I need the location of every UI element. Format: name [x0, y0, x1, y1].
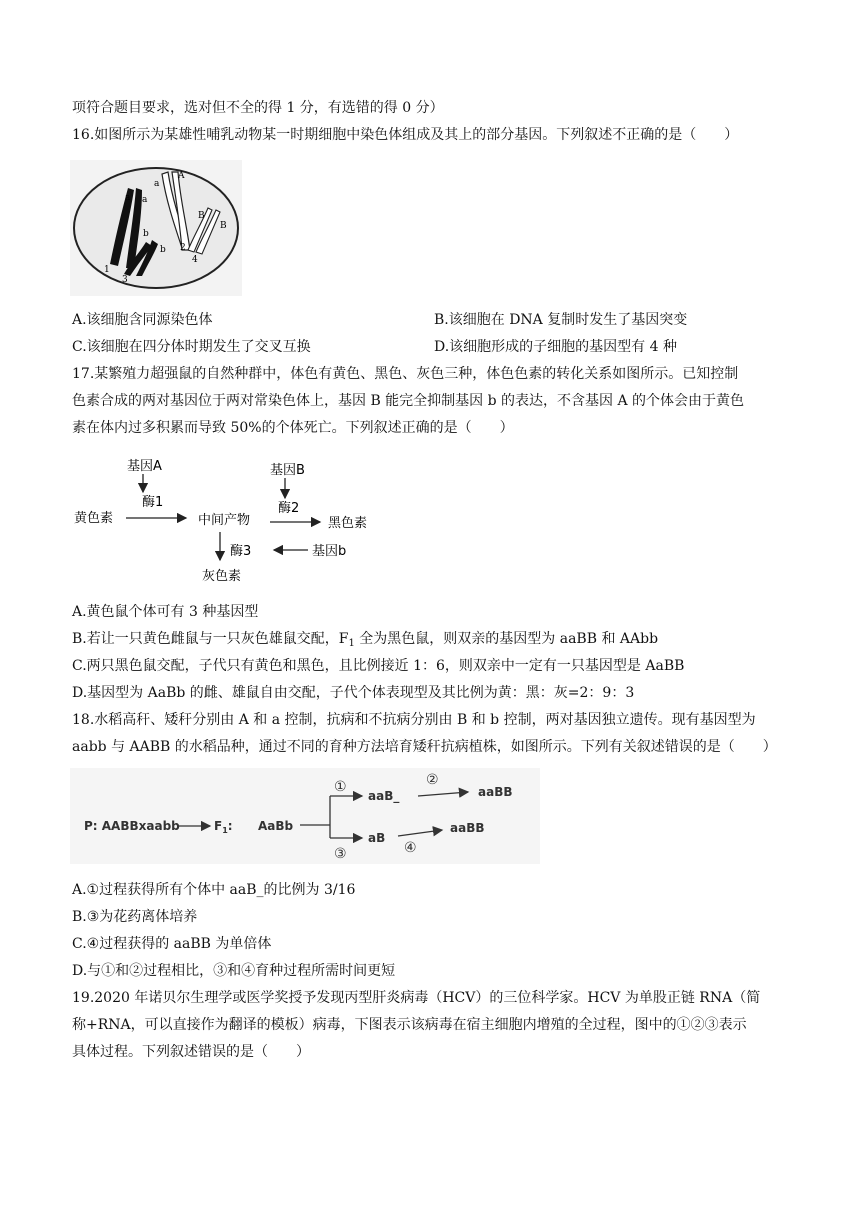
figure-background	[70, 768, 540, 864]
label-B1: B	[198, 211, 205, 221]
enzyme-2-label: 酶2	[278, 501, 300, 516]
label-a2: a	[142, 195, 148, 205]
q17-stem-line2: 色素合成的两对基因位于两对常染色体上，基因 B 能完全抑制基因 b 的表达，不含基因 A 的个体会由于黄色	[72, 393, 745, 409]
aab-genotype: aaB_	[368, 789, 400, 803]
gene-b-upper-label: 基因B	[270, 463, 305, 478]
q17-option-c[interactable]: C.两只黑色鼠交配，子代只有黄色和黑色，且比例接近 1：6，则双亲中一定有一只基因型是 AaBB	[72, 658, 685, 674]
breeding-diagram	[70, 768, 540, 864]
enzyme-1-label: 酶1	[142, 495, 164, 510]
q16-option-b[interactable]: B.该细胞在 DNA 复制时发生了基因突变	[434, 312, 688, 328]
q16-stem: 16.如图所示为某雄性哺乳动物某一时期细胞中染色体组成及其上的部分基因。下列叙述不正确的是（ ）	[72, 127, 739, 143]
label-a1: a	[125, 193, 131, 203]
label-a3: a	[154, 179, 160, 189]
label-A: A	[178, 171, 185, 181]
q17-pathway-figure	[70, 452, 400, 588]
q16-option-c[interactable]: C.该细胞在四分体时期发生了交叉互换	[72, 339, 311, 355]
label-3: 3	[122, 275, 128, 285]
black-pigment-label: 黑色素	[328, 516, 368, 531]
process-1-marker: ①	[334, 779, 347, 795]
q18-breeding-figure	[70, 768, 540, 864]
f1-label-f: F	[214, 819, 223, 833]
label-4: 4	[192, 255, 198, 265]
header-line: 项符合题目要求，选对但不全的得 1 分，有选错的得 0 分）	[72, 100, 444, 116]
label-B2: B	[220, 221, 227, 231]
q17-option-b-sub: 1	[348, 638, 355, 649]
aabb-result-1: aaBB	[478, 785, 513, 799]
q17-option-d[interactable]: D.基因型为 AaBb 的雌、雄鼠自由交配，子代个体表现型及其比例为黄：黑：灰=2：9：3	[72, 685, 635, 701]
cell-diagram	[70, 160, 242, 296]
q18-option-b[interactable]: B.③为花药离体培养	[72, 909, 198, 925]
q17-stem-line3: 素在体内过多积累而导致 50%的个体死亡。下列叙述正确的是（ ）	[72, 420, 514, 436]
label-2: 2	[180, 243, 186, 253]
q19-stem-line1: 19.2020 年诺贝尔生理学或医学奖授予发现丙型肝炎病毒（HCV）的三位科学家。HCV 为单股正链 RNA（简	[72, 990, 761, 1006]
q17-option-b-pre: B.若让一只黄色雌鼠与一只灰色雄鼠交配，F	[72, 631, 349, 647]
q18-option-d[interactable]: D.与①和②过程相比，③和④育种过程所需时间更短	[72, 963, 396, 979]
pigment-pathway-diagram	[70, 452, 400, 588]
q19-stem-line2: 称+RNA，可以直接作为翻译的模板）病毒，下图表示该病毒在宿主细胞内增殖的全过程，图中的①②③表示	[72, 1017, 747, 1033]
q19-stem-line3: 具体过程。下列叙述错误的是（ ）	[72, 1044, 310, 1060]
q16-option-d[interactable]: D.该细胞形成的子细胞的基因型有 4 种	[434, 339, 677, 355]
parent-cross-label: P: AABBxaabb	[84, 819, 180, 833]
label-b2: b	[160, 245, 166, 255]
f1-genotype: AaBb	[258, 819, 294, 833]
gene-a-label: 基因A	[127, 459, 162, 474]
aabb-result-2: aaBB	[450, 821, 485, 835]
q17-option-b[interactable]	[72, 629, 658, 649]
gene-b-lower-label: 基因b	[312, 544, 347, 559]
f1-label-colon: :	[227, 819, 233, 833]
process-3-marker: ③	[334, 846, 347, 862]
gray-pigment-label: 灰色素	[202, 569, 242, 584]
q16-option-a[interactable]: A.该细胞含同源染色体	[72, 312, 213, 328]
q18-stem-line2: aabb 与 AABB 的水稻品种，通过不同的育种方法培育矮秆抗病植株，如图所示。下列有关叙述错误的是（ ）	[72, 739, 777, 755]
q18-option-a[interactable]: A.①过程获得所有个体中 aaB_的比例为 3/16	[72, 882, 356, 898]
q17-option-b-post: 全为黑色鼠，则双亲的基因型为 aaBB 和 AAbb	[354, 631, 659, 647]
intermediate-label: 中间产物	[198, 513, 251, 528]
q16-cell-figure	[70, 160, 242, 296]
label-b1: b	[143, 229, 149, 239]
process-4-marker: ④	[404, 840, 417, 856]
enzyme-3-label: 酶3	[230, 544, 252, 559]
q18-option-c[interactable]: C.④过程获得的 aaBB 为单倍体	[72, 936, 272, 952]
f1-label-sub: 1	[222, 826, 228, 835]
q18-stem-line1: 18.水稻高秆、矮秆分别由 A 和 a 控制，抗病和不抗病分别由 B 和 b 控制，两对基因独立遗传。现有基因型为	[72, 712, 756, 728]
q17-option-a[interactable]: A.黄色鼠个体可有 3 种基因型	[72, 604, 259, 620]
yellow-pigment-label: 黄色素	[74, 511, 114, 526]
ab-genotype: aB	[368, 831, 386, 845]
q17-stem-line1: 17.某繁殖力超强鼠的自然种群中，体色有黄色、黑色、灰色三种，体色色素的转化关系如图所示。已知控制	[72, 366, 739, 382]
label-1: 1	[104, 265, 110, 275]
process-2-marker: ②	[426, 772, 439, 788]
